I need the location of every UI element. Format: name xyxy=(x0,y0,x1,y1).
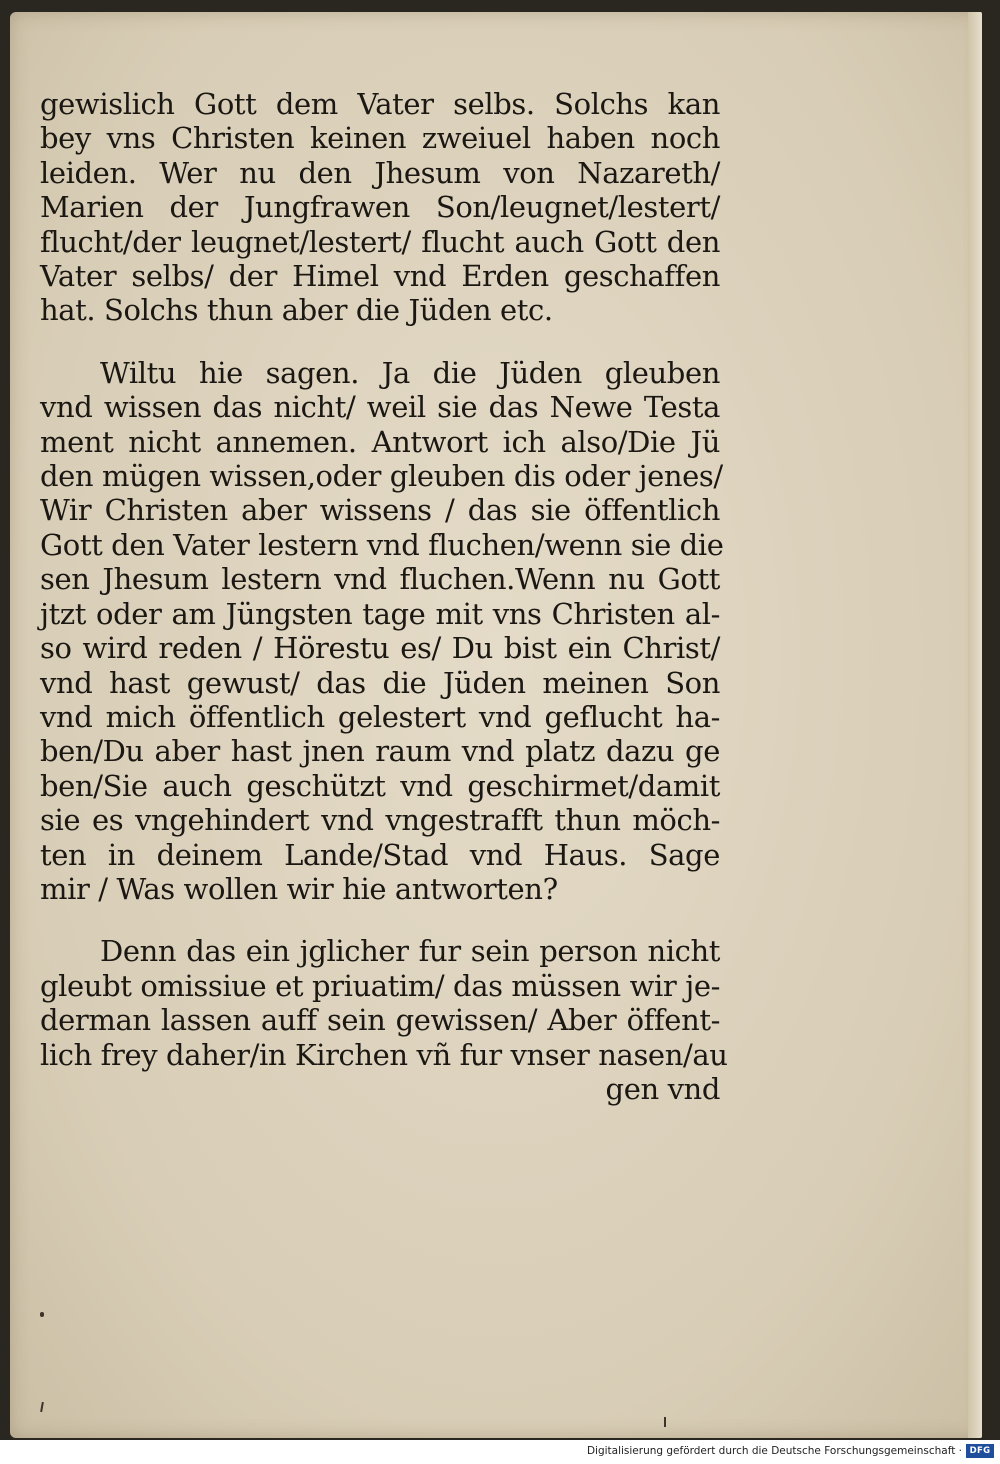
ink-stroke xyxy=(40,1402,44,1412)
ink-stroke xyxy=(664,1417,666,1427)
text-line: jtzt oder am Jüngsten tage mit vns Christen al- xyxy=(40,596,720,631)
text-line: Vater selbs/ der Himel vnd Erden geschaffen xyxy=(40,259,720,294)
text-line: Wiltu hie sagen. Ja die Jüden gleuben xyxy=(100,355,720,390)
text-line: vnd wissen das nicht/ weil sie das Newe Testa xyxy=(40,390,720,425)
paragraph-1 xyxy=(40,87,720,328)
text-line: vnd mich öffentlich gelestert vnd geflucht ha- xyxy=(40,699,720,734)
text-line: Gott den Vater lestern vnd fluchen/wenn sie die xyxy=(40,527,724,562)
text-line: Denn das ein jglicher fur sein person nicht xyxy=(100,934,720,969)
text-line: Wir Christen aber wissens / das sie öffentlich xyxy=(40,493,720,528)
paragraph-3 xyxy=(40,934,728,1106)
text-line: ben/Du aber hast jnen raum vnd platz dazu ge xyxy=(40,734,720,769)
paragraph-2 xyxy=(40,355,724,907)
text-line: leiden. Wer nu den Jhesum von Nazareth/ xyxy=(40,155,720,190)
book-page xyxy=(10,12,982,1438)
text-line: vnd hast gewust/ das die Jüden meinen Son xyxy=(40,665,720,700)
text-line: derman lassen auff sein gewissen/ Aber öffent- xyxy=(40,1003,720,1038)
margin-marks xyxy=(36,1312,46,1412)
ink-dot xyxy=(40,1312,44,1317)
text-line: bey vns Christen keinen zweiuel haben noch xyxy=(40,121,720,156)
text-line: den mügen wissen,oder gleuben dis oder jenes/ xyxy=(40,459,723,494)
text-line: hat. Solchs thun aber die Jüden etc. xyxy=(40,293,553,328)
page-edge xyxy=(968,12,982,1438)
text-line: flucht/der leugnet/lestert/ flucht auch Gott den xyxy=(40,224,720,259)
text-line: ment nicht annemen. Antwort ich also/Die Jü xyxy=(40,424,720,459)
text-line: sen Jhesum lestern vnd fluchen.Wenn nu Gott xyxy=(40,562,720,597)
page-text xyxy=(40,87,728,1134)
text-line: lich frey daher/in Kirchen vñ fur vnser nasen/au xyxy=(40,1037,728,1072)
text-line: gleubt omissiue et priuatim/ das müssen wir je- xyxy=(40,968,720,1003)
text-line: so wird reden / Hörestu es/ Du bist ein Christ/ xyxy=(40,631,720,666)
dfg-logo: DFG xyxy=(966,1444,994,1458)
text-line: sie es vngehindert vnd vngestrafft thun möch- xyxy=(40,803,720,838)
catchword: gen vnd xyxy=(605,1071,720,1106)
funding-credit: Digitalisierung gefördert durch die Deutsche Forschungsgemeinschaft · xyxy=(586,1445,962,1457)
text-line: gewislich Gott dem Vater selbs. Solchs kan xyxy=(40,87,720,121)
digitization-footer xyxy=(0,1440,1000,1464)
text-line: mir / Was wollen wir hie antworten? xyxy=(40,871,558,906)
text-line: ben/Sie auch geschützt vnd geschirmet/damit xyxy=(40,768,720,803)
text-line: Marien der Jungfrawen Son/leugnet/lestert/ xyxy=(40,190,720,225)
text-line: ten in deinem Lande/Stad vnd Haus. Sage xyxy=(40,837,720,872)
